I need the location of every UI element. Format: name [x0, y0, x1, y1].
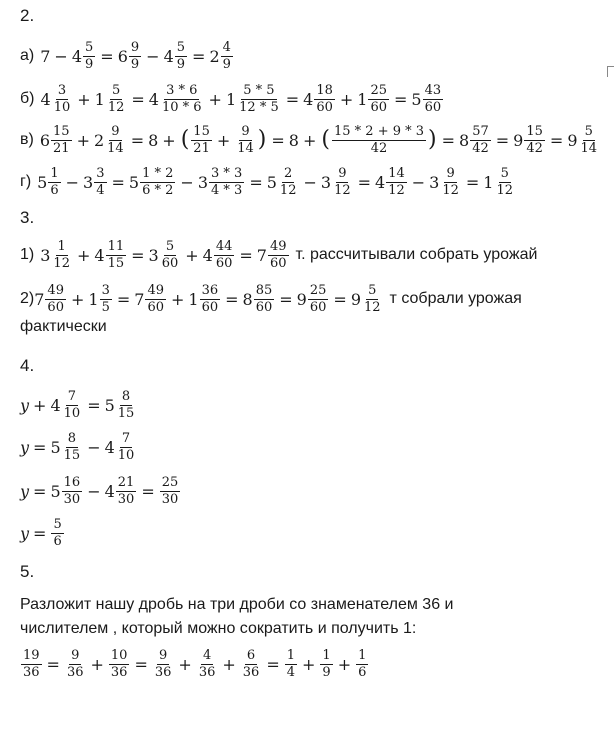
- expr-2v: 6 15 21 + 2 $\frac{9}{14}$ = 8 + ( 15 21 + $\frac{9}{14}$ ) = 8 + ( 15 * 2 + 9 * 3 42 ) = 8 $\frac{57}{42}$ = 9 $\frac{15}{42}$ = 9 5 14: [39, 123, 598, 156]
- line-3-1: [20, 236, 537, 274]
- label-v: в): [20, 131, 34, 148]
- expr-3-2: 7 49 60 + 1 $\frac{3}{5}$ = 7 49 60 + 1 $\frac{36}{60}$ = 8 $\frac{85}{60}$ = 9 $\frac{25}{60}$ = 9 5 12: [34, 282, 381, 315]
- frac: 4 9: [222, 39, 231, 72]
- line-4-1: [20, 386, 137, 424]
- section-3-heading: 3.: [20, 208, 35, 227]
- line-2b: [20, 80, 444, 118]
- label-2: 2): [20, 290, 35, 307]
- label-g: г): [20, 173, 32, 190]
- expr-3-1: 3 1 12 + 4 $\frac{11}{15}$ = 3 5 60 + 4 $\frac{44}{60}$ = 7 49 60: [40, 238, 287, 271]
- line-4-3: [20, 472, 181, 510]
- label-b: б): [20, 90, 35, 107]
- line-2v: [20, 120, 600, 160]
- frac: $\frac{5}{9}$: [85, 39, 94, 72]
- text-3-2: т собрали урожая: [389, 290, 522, 307]
- line-4-4: [20, 514, 65, 552]
- line-4-2: [20, 428, 137, 466]
- line-5-3: [20, 644, 369, 684]
- line-3-2: [20, 280, 522, 318]
- text-3-1: т. рассчитывали собрать урожай: [295, 246, 538, 263]
- text-3-3: фактически: [20, 318, 107, 335]
- expr-2a: 7 − 4 $\frac{5}{9}$ = 6 9 9 − 4 $\frac{5}{9}$ = 2 4 9: [40, 39, 231, 72]
- section-2-heading: 2.: [20, 6, 35, 25]
- section-4-heading: 4.: [20, 356, 35, 375]
- line-2g: [20, 162, 516, 202]
- frac: 9 9: [130, 39, 140, 72]
- expr-2b: 4 3 10 + 1 $\frac{5}{12}$ = 4 3 * 6 10 * 6 + 1 $\frac{5 * 5}{12 * 5}$ = 4 18 60 + 1 $\frac{25}{60}$ = 5 43 60: [40, 82, 442, 115]
- expr-4-4: y = $\frac{5}{6}$: [20, 516, 62, 549]
- expr-4-1: y + 4 $\frac{7}{10}$ = 5 8 15: [20, 388, 135, 421]
- expr-4-3: y = 5 16 30 − 4 $\frac{21}{30}$ = $\frac{25}{30}$: [20, 474, 179, 507]
- expr-4-2: y = 5 8 15 − 4 7 10: [20, 430, 135, 463]
- text-5-2: числителем , который можно сократить и получить 1:: [20, 620, 417, 637]
- expr-2g: 5 1 6 − 3 $\frac{3}{4}$ = 5 1 * 2 6 * 2 − 3 $\frac{3 * 3}{4 * 3}$ = 5 2 12 − 3 $\frac{9}{12}$ = 4 14 12 − 3 $\frac{9}{12}$ = 1 5 12: [37, 165, 514, 198]
- label-a: а): [20, 47, 35, 64]
- section-5-heading: 5.: [20, 562, 35, 581]
- expr-5: $\frac{19}{36}$ = $\frac{9}{36}$ + $\frac{10}{36}$ = $\frac{9}{36}$ + $\frac{4}{36}$ + $\frac{6}{36}$ = $\frac{1}{4}$ + $\frac{1}{9}$ + $\frac{1}{6}$: [23, 647, 367, 680]
- text-5-1: Разложит нашу дробь на три дроби со знаменателем 36 и: [20, 596, 454, 613]
- label-1: 1): [20, 246, 35, 263]
- edge-mark: [607, 66, 614, 77]
- line-2a: [20, 38, 234, 74]
- frac: $\frac{5}{9}$: [176, 39, 186, 72]
